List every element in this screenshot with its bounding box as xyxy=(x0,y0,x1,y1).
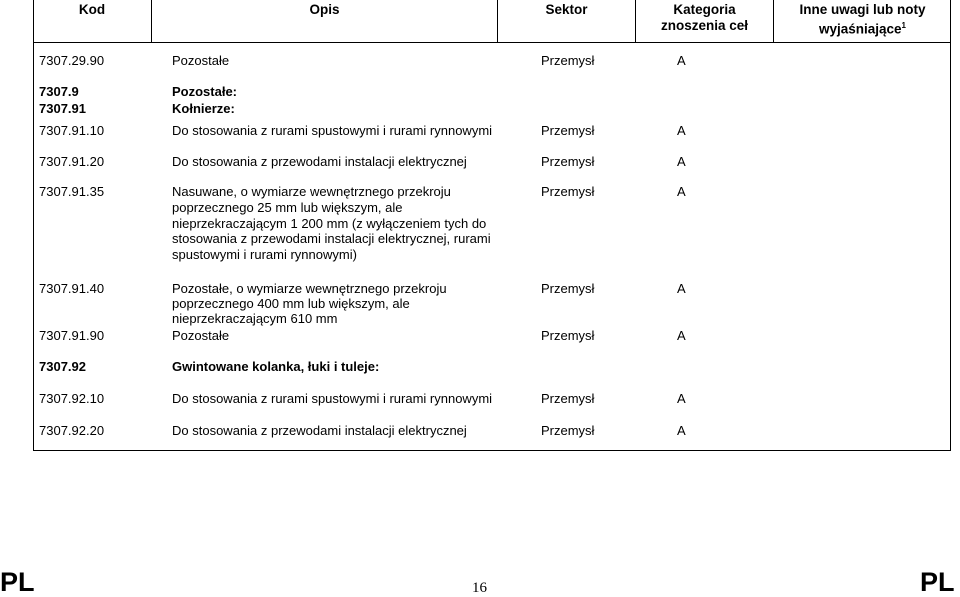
cell-opis: Pozostałe: xyxy=(172,84,238,99)
cell-sektor: Przemysł xyxy=(541,328,595,343)
cell-sektor: Przemysł xyxy=(541,123,595,138)
cell-kategoria: A xyxy=(677,154,686,169)
cell-kod: 7307.92.10 xyxy=(39,391,105,406)
cell-kod: 7307.91.20 xyxy=(39,154,105,169)
page-number: 16 xyxy=(472,580,487,596)
cell-opis: Nasuwane, o wymiarze wewnętrznego przekroju poprzecznego 25 mm lub większym, ale nieprzekraczającym 1 200 mm (z wyłączeniem tych do stosowania z przewodami instalacji elektrycznej, rurami spustowymi i rurami rynnowymi) xyxy=(172,184,491,263)
cell-opis: Do stosowania z przewodami instalacji elektrycznej xyxy=(172,154,467,169)
cell-opis: Pozostałe xyxy=(172,328,230,343)
cell-kod: 7307.91.10 xyxy=(39,123,105,138)
header-uwagi xyxy=(774,2,951,38)
footnote-marker: 1 xyxy=(901,21,906,30)
cell-kod: 7307.91.35 xyxy=(39,184,105,199)
cell-kod: 7307.92.20 xyxy=(39,423,105,438)
cell-kod: 7307.91.90 xyxy=(39,328,105,343)
cell-kategoria: A xyxy=(677,53,686,68)
cell-sektor: Przemysł xyxy=(541,391,595,406)
header-kod: Kod xyxy=(78,2,106,17)
footer-language-left: PL xyxy=(0,567,35,597)
header-sektor: Sektor xyxy=(545,2,588,17)
cell-sektor: Przemysł xyxy=(541,154,595,169)
cell-kategoria: A xyxy=(677,391,686,406)
cell-opis: Do stosowania z rurami spustowymi i rurami rynnowymi xyxy=(172,391,493,406)
cell-opis: Do stosowania z rurami spustowymi i rurami rynnowymi xyxy=(172,123,493,138)
footer-language-right: PL xyxy=(920,567,955,597)
cell-kategoria: A xyxy=(677,123,686,138)
cell-kategoria: A xyxy=(677,184,686,199)
cell-opis: Pozostałe xyxy=(172,53,230,68)
cell-opis: Pozostałe, o wymiarze wewnętrznego przekroju poprzecznego 400 mm lub większym, ale nieprzekraczającym 610 mm xyxy=(172,281,447,326)
cell-kategoria: A xyxy=(677,281,686,296)
header-kategoria xyxy=(636,2,773,34)
cell-sektor: Przemysł xyxy=(541,423,595,438)
cell-sektor: Przemysł xyxy=(541,184,595,199)
cell-kod: 7307.92 xyxy=(39,359,86,374)
header-uwagi-line1: Inne uwagi lub noty xyxy=(799,2,926,17)
header-uwagi-line2: wyjaśniające xyxy=(818,21,902,37)
cell-opis: Gwintowane kolanka, łuki i tuleje: xyxy=(172,359,380,374)
header-kategoria-line1: Kategoria xyxy=(673,2,736,17)
cell-kod: 7307.91 xyxy=(39,101,86,116)
header-divider xyxy=(33,42,951,43)
cell-opis: Kołnierze: xyxy=(172,101,235,116)
cell-sektor: Przemysł xyxy=(541,53,595,68)
cell-kategoria: A xyxy=(677,328,686,343)
header-opis: Opis xyxy=(309,2,340,17)
cell-kod: 7307.91.40 xyxy=(39,281,105,296)
cell-kategoria: A xyxy=(677,423,686,438)
cell-opis: Do stosowania z przewodami instalacji elektrycznej xyxy=(172,423,467,438)
cell-kod: 7307.9 xyxy=(39,84,79,99)
cell-sektor: Przemysł xyxy=(541,281,595,296)
cell-kod: 7307.29.90 xyxy=(39,53,105,68)
header-kategoria-line2: znoszenia ceł xyxy=(660,18,749,33)
